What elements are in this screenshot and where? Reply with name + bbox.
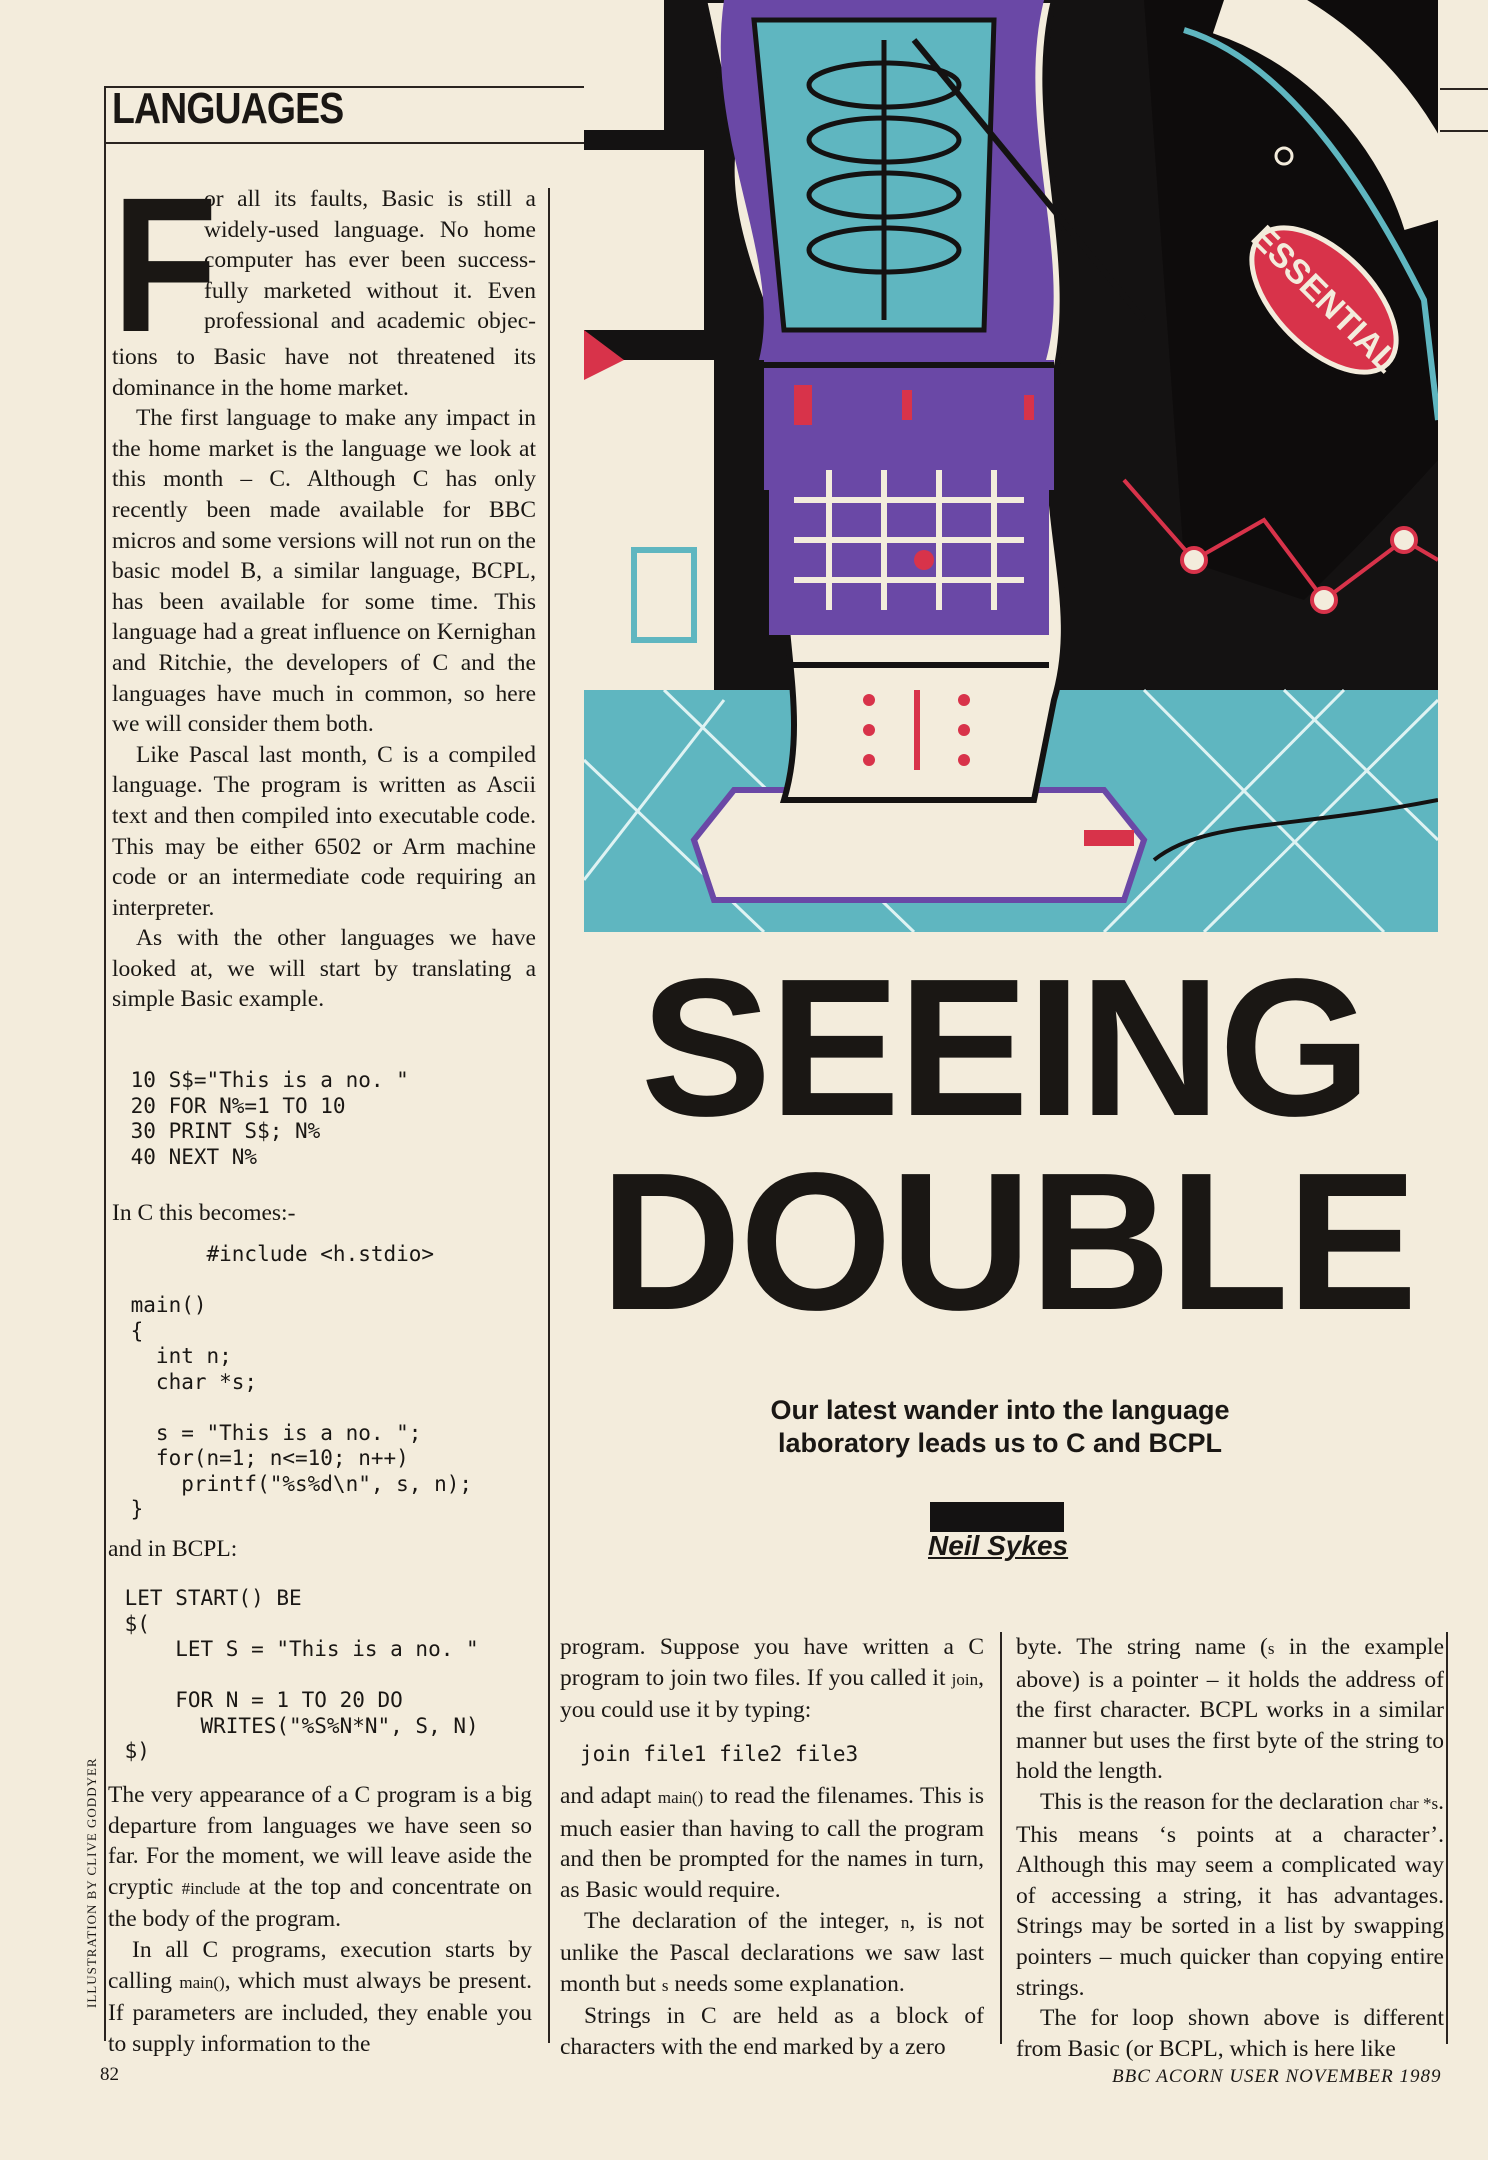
column-2 xyxy=(560,1632,984,2063)
inline-code: s xyxy=(1267,1639,1275,1658)
paragraph: program. Suppose you have written a C program to join two files. If you called it join, you could use it by typing: xyxy=(560,1634,984,1724)
byline: Neil Sykes xyxy=(928,1530,1069,1561)
paragraph: The very appearance of a C program is a big departure from languages we have seen so far. For the moment, we will leave aside the cryptic #include at the top and concentrate on the body of the program. xyxy=(108,1782,533,1933)
c-code-listing: #include <h.stdio> main() { int n; char *s; s = "This is a no. "; for(n=1; n<=10; n++) printf("%s%d\n", s, n); } xyxy=(130,1242,473,1521)
paragraph: In all C programs, execution starts by calling main(), which must always be present. If parameters are included, they enable you to supply information to the xyxy=(108,1936,532,2057)
top-right-rule-2 xyxy=(1440,130,1488,132)
column-3 xyxy=(1016,1632,1444,2064)
inline-code: #include xyxy=(181,1878,241,1898)
paragraph: byte. The string name (s in the example above) is a pointer – it holds the address of the first character. BCPL works in a similar manner but uses the first byte of the string to hold the length. xyxy=(1016,1634,1444,1785)
headline-line-1: SEEING xyxy=(640,938,1370,1157)
paragraph: As with the other languages we have looked at, we will start by translating a simple Basic example. xyxy=(112,925,536,1013)
publication-footer: BBC ACORN USER NOVEMBER 1989 xyxy=(1112,2066,1442,2087)
headline-line-2: DOUBLE xyxy=(600,1132,1416,1351)
inline-code: n xyxy=(900,1912,910,1932)
drop-cap: F xyxy=(112,157,218,372)
c-intro: In C this becomes:- xyxy=(112,1200,296,1226)
inline-code: main() xyxy=(179,1972,225,1992)
standfirst-line: laboratory leads us to C and BCPL xyxy=(777,1428,1223,1458)
inline-code: s xyxy=(661,1975,669,1995)
command-example: join file1 file2 file3 xyxy=(580,1741,859,1766)
paragraph: Strings in C are held as a block of characters with the end marked by a zero xyxy=(560,2003,984,2061)
standfirst xyxy=(640,1394,1360,1460)
paragraph: The declaration of the integer, n, is not unlike the Pascal declarations we saw last month but s needs some explanation. xyxy=(560,1907,984,1997)
p1-line: widely-used language. No home xyxy=(204,216,536,243)
column-1 xyxy=(112,157,536,1015)
section-under-rule xyxy=(104,142,584,144)
paragraph: tions to Basic have not threatened its dominance in the home market. xyxy=(112,344,536,401)
standfirst-line: Our latest wander into the language xyxy=(770,1395,1230,1425)
col3-right-rule xyxy=(1446,1632,1448,2044)
p1-line: fully marketed without it. Even xyxy=(204,277,536,304)
section-label: LANGUAGES xyxy=(112,84,344,133)
col2-right-rule xyxy=(1000,1632,1002,2044)
inline-code: char *s xyxy=(1389,1793,1439,1813)
p1-line: professional and academic objec- xyxy=(204,308,536,335)
badge-text: ESSENTIAL xyxy=(1243,218,1406,381)
paragraph: Like Pascal last month, C is a compiled language. The program is written as Ascii text and then compiled into executable code. This may be either 6502 or Arm machine code or an intermediate code requiring an interpreter. xyxy=(112,741,536,921)
top-right-rule xyxy=(1440,88,1488,90)
byline-bar xyxy=(930,1502,1064,1532)
paragraph: This is the reason for the declaration char *s. This means ‘s points at a character’. Although this may seem a complicated way of accessing a string, it has advantages. Strings may be sorted in a list by swapping pointers – much quicker than copying entire strings. xyxy=(1016,1788,1444,2001)
paragraph: The first language to make any impact in the home market is the language we look at this month – C. Although C has only recently been made available for BBC micros and some versions will not run on the basic model B, a similar language, BCPL, has been available for some time. This language had a great influence on Kernighan and Ritchie, the developers of C and the languages have much in common, so here we will consider them both. xyxy=(112,405,536,738)
bcpl-code-listing: LET START() BE $( LET S = "This is a no. " FOR N = 1 TO 20 DO WRITES("%S%N*N", S, N) $) xyxy=(124,1586,479,1763)
illustration-credit: ILLUSTRATION BY CLIVE GODDYER xyxy=(84,1757,99,2008)
page-number: 82 xyxy=(100,2064,119,2085)
inline-code: join xyxy=(951,1669,979,1689)
column-1-continued xyxy=(108,1780,532,2059)
p1-line: computer has ever been success- xyxy=(204,247,536,274)
p1-line: or all its faults, Basic is still a xyxy=(204,186,536,212)
paragraph: The for loop shown above is different from Basic (or BCPL, which is here like xyxy=(1016,2005,1444,2062)
col1-right-rule xyxy=(548,188,550,2043)
illustration xyxy=(584,0,1438,932)
inline-code: main() xyxy=(657,1788,704,1808)
bcpl-intro: and in BCPL: xyxy=(108,1536,238,1562)
paragraph: and adapt main() to read the filenames. This is much easier than having to call the program and then be prompted for the names in turn, as Basic would require. xyxy=(560,1783,984,1904)
basic-code-listing: 10 S$="This is a no. " 20 FOR N%=1 TO 10 30 PRINT S$; N% 40 NEXT N% xyxy=(130,1068,409,1169)
left-column-rule xyxy=(104,86,106,2041)
